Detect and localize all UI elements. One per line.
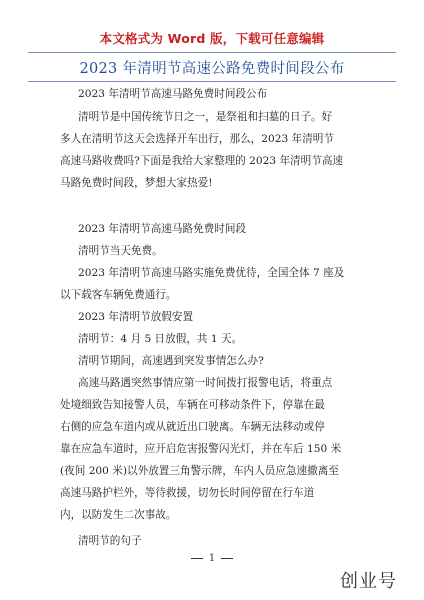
paragraph-quotes-heading	[60, 530, 382, 552]
text-line: 2023 年清明节高速马路免费时间段公布	[78, 88, 268, 100]
page-number	[0, 553, 424, 564]
text-line: 多人在清明节这天会选择开车出行，那么，2023 年清明节	[60, 133, 334, 145]
text-line: 清明节期间，高速遇到突发事情怎么办?	[78, 355, 264, 367]
text-line: 高速马路遇突然事情应第一时间拨打报警电话，将重点	[78, 377, 333, 389]
word-format-banner: 本文格式为 Word 版，下载可任意编辑	[99, 31, 325, 46]
title-bar	[28, 52, 396, 82]
watermark-logo: 创业号	[340, 571, 397, 592]
document-title: 2023 年清明节高速公路免费时间段公布	[79, 61, 345, 77]
text-line: 2023 年清明节放假安置	[78, 311, 194, 323]
text-line: 右侧的应急车道内或从就近出口驶离。车辆无法移动或停	[60, 421, 325, 433]
text-line: 清明节是中国传统节日之一，是祭祖和扫墓的日子。好	[78, 111, 333, 123]
text-line: 清明节当天免费。	[78, 245, 163, 257]
text-line: 处境细致告知接警人员，车辆在可移动条件下，停靠在最	[60, 399, 325, 411]
paragraph-holiday-heading	[60, 306, 382, 328]
text-line: 以下载客车辆免费通行。	[60, 289, 177, 301]
text-line: 高速马路护栏外，等待救援，切勿长时间停留在行车道	[60, 487, 315, 499]
text-line: (夜间 200 米)以外放置三角警示牌，车内人员应急速撤离至	[60, 465, 339, 477]
page-number-dash-right	[221, 558, 233, 559]
text-line: 2023 年清明节高速马路免费时间段	[78, 223, 247, 235]
text-line: 靠在应急车道时，应开启危害报警闪光灯，并在车后 150 米	[60, 443, 342, 455]
paragraph-free-period-heading	[60, 218, 382, 240]
text-line: 高速马路收费吗?下面是我给大家整理的 2023 年清明节高速	[60, 155, 344, 167]
page-number-dash-left	[191, 558, 203, 559]
text-line: 马路免费时间段，梦想大家热爱!	[60, 177, 213, 189]
paragraph-heading	[60, 83, 382, 105]
paragraph-emergency-guide	[60, 372, 382, 526]
text-line: 清明节：4 月 5 日放假，共 1 天。	[78, 333, 243, 345]
text-line: 清明节的句子	[78, 535, 142, 547]
text-line: 内，以防发生二次事故。	[60, 509, 177, 521]
paragraph-intro	[60, 106, 382, 194]
paragraph-holiday-date	[60, 328, 382, 350]
paragraph-free-today	[60, 240, 382, 262]
text-line: 2023 年清明节高速马路实施免费优待，全国全体 7 座及	[78, 267, 345, 279]
paragraph-free-policy	[60, 262, 382, 306]
page-number-value: 1	[208, 553, 216, 564]
paragraph-emergency-question	[60, 350, 382, 372]
